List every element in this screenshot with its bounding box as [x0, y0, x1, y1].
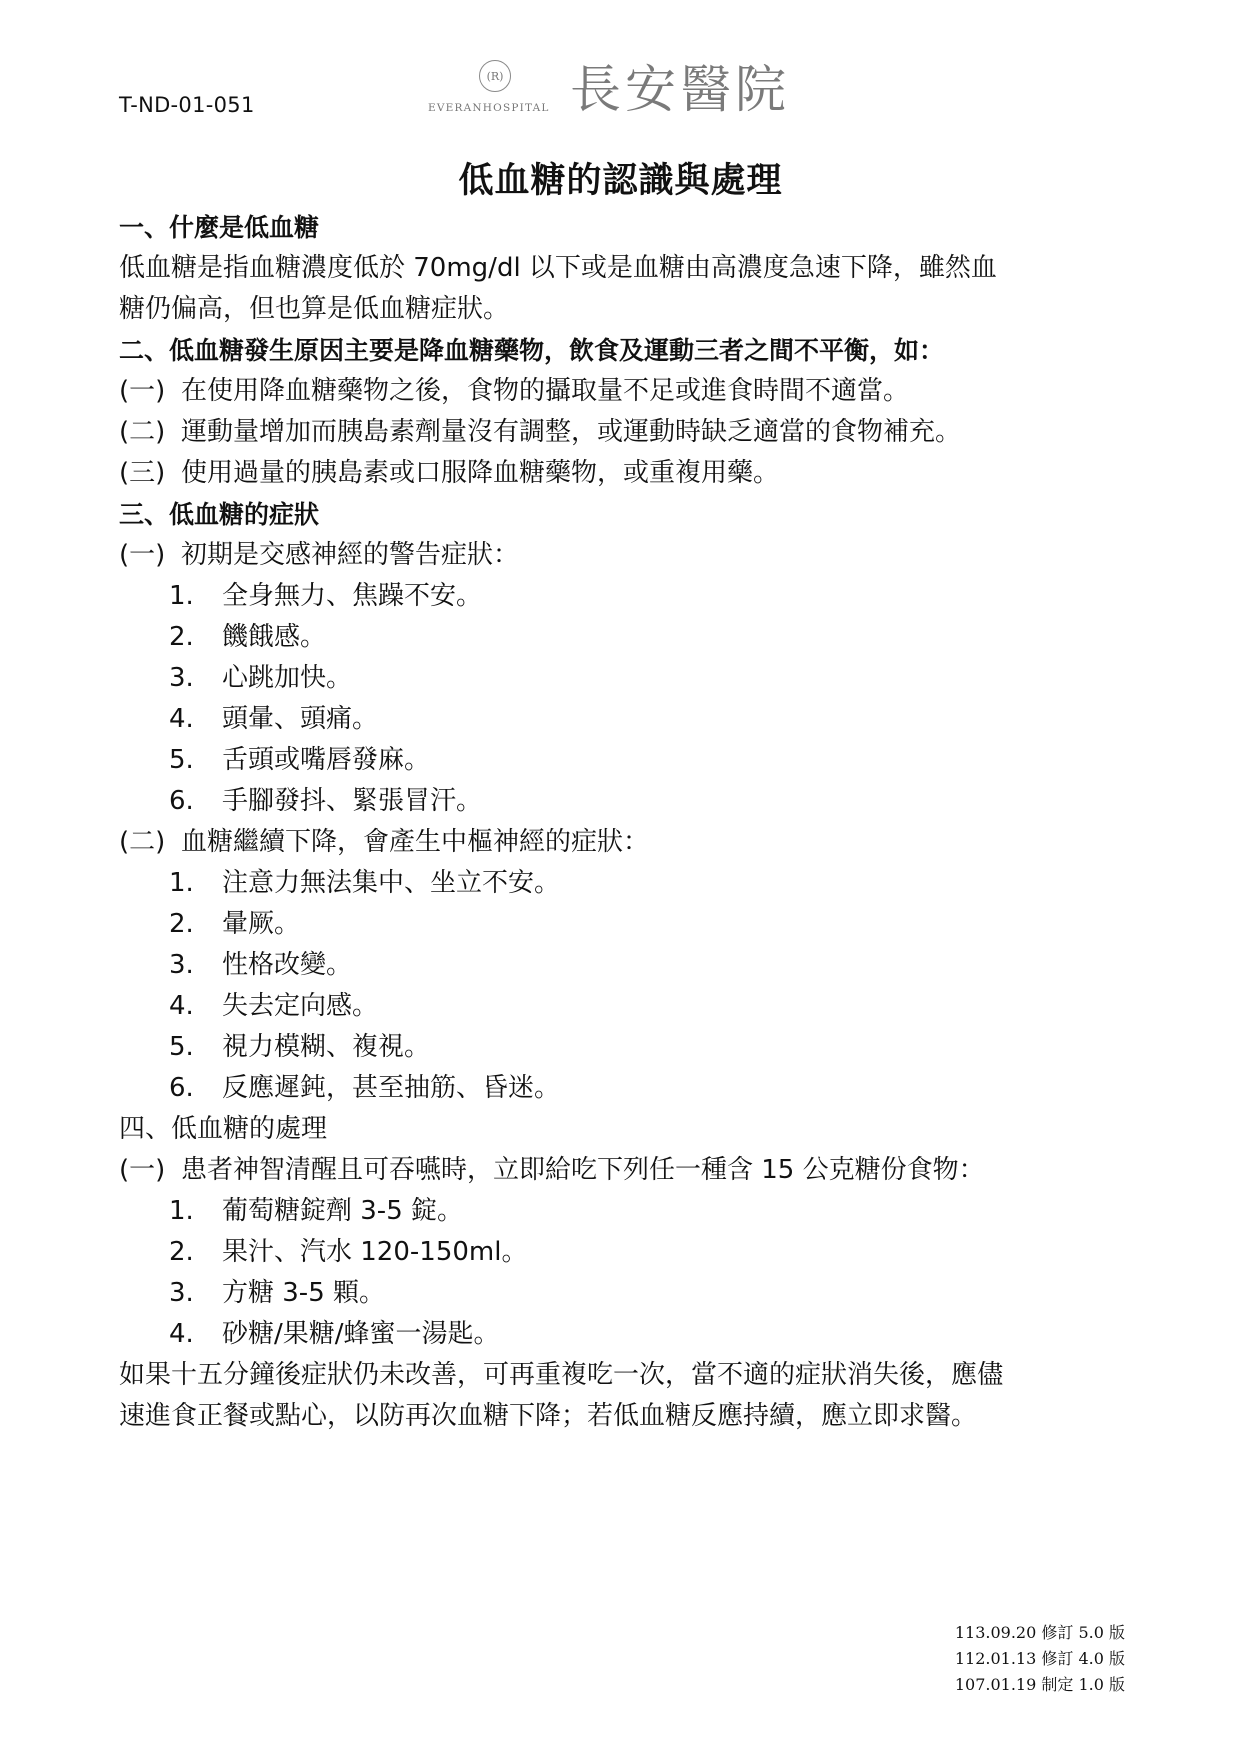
section-2-heading: 二、低血糖發生原因主要是降血糖藥物，飲食及運動三者之間不平衡，如：: [119, 336, 945, 365]
revision-line: 112.01.13 修訂 4.0 版: [954, 1649, 1125, 1668]
list-item: [119, 699, 1129, 740]
list-number: 1.: [169, 581, 194, 611]
list-item: [119, 1273, 1129, 1314]
closing-paragraph-line: 速進食正餐或點心，以防再次血糖下降；若低血糖反應持續，應立即求醫。: [119, 1401, 978, 1431]
list-text: 性格改變。: [222, 950, 353, 980]
list-text: 葡萄糖錠劑 3-5 錠。: [222, 1196, 463, 1226]
item-text: 患者神智清醒且可吞嚥時，立即給吃下列任一種含 15 公克糖份食物：: [181, 1155, 985, 1185]
item-text: 使用過量的胰島素或口服降血糖藥物，或重複用藥。: [181, 458, 780, 488]
item-marker: (二): [119, 827, 166, 857]
list-number: 2.: [169, 1237, 194, 1267]
logo-english-name: EVERANHOSPITAL: [428, 102, 550, 114]
list-number: 2.: [169, 622, 194, 652]
list-item: [119, 1191, 1129, 1232]
section-4-subheading: [119, 1150, 1129, 1191]
list-item: [119, 904, 1129, 945]
list-number: 5.: [169, 1032, 194, 1062]
list-text: 頭暈、頭痛。: [222, 704, 379, 734]
section-1-heading: 一、什麼是低血糖: [119, 213, 320, 242]
list-number: 4.: [169, 1319, 194, 1349]
revision-history: [900, 1620, 1125, 1698]
hospital-logo: [428, 52, 828, 130]
logo-emblem-icon: (R): [479, 60, 511, 92]
list-item: [119, 1068, 1129, 1109]
section-3-subheading: [119, 822, 1129, 863]
list-item: [119, 576, 1129, 617]
list-item: [119, 863, 1129, 904]
list-text: 砂糖/果糖/蜂蜜一湯匙。: [222, 1319, 500, 1349]
item-text: 血糖繼續下降，會產生中樞神經的症狀：: [181, 827, 650, 857]
list-text: 方糖 3-5 顆。: [222, 1278, 385, 1308]
section-2-item: [119, 453, 1129, 494]
list-text: 饑餓感。: [222, 622, 327, 652]
section-3-heading: 三、低血糖的症狀: [119, 500, 320, 529]
list-number: 1.: [169, 868, 194, 898]
item-text: 運動量增加而胰島素劑量沒有調整，或運動時缺乏適當的食物補充。: [181, 417, 962, 447]
list-text: 視力模糊、複視。: [222, 1032, 431, 1062]
list-number: 6.: [169, 1073, 194, 1103]
item-marker: (三): [119, 458, 166, 488]
list-item: [119, 1314, 1129, 1355]
section-3-subheading: [119, 535, 1129, 576]
section-1-body-line: 糖仍偏高，但也算是低血糖症狀。: [119, 294, 510, 324]
list-text: 手腳發抖、緊張冒汗。: [222, 786, 483, 816]
list-text: 舌頭或嘴唇發麻。: [222, 745, 431, 775]
list-number: 3.: [169, 950, 194, 980]
list-number: 1.: [169, 1196, 194, 1226]
list-text: 注意力無法集中、坐立不安。: [222, 868, 561, 898]
list-item: [119, 986, 1129, 1027]
list-item: [119, 1232, 1129, 1273]
list-item: [119, 740, 1129, 781]
list-text: 反應遲鈍，甚至抽筋、昏迷。: [222, 1073, 561, 1103]
document-body: [119, 207, 1129, 1437]
item-marker: (一): [119, 540, 166, 570]
section-4-heading: 四、低血糖的處理: [119, 1114, 328, 1144]
item-marker: (一): [119, 1155, 166, 1185]
revision-line: 113.09.20 修訂 5.0 版: [954, 1623, 1125, 1642]
list-item: [119, 617, 1129, 658]
list-text: 暈厥。: [222, 909, 301, 939]
list-number: 4.: [169, 991, 194, 1021]
list-number: 5.: [169, 745, 194, 775]
document-code: T-ND-01-051: [119, 93, 255, 117]
section-1-body-line: 低血糖是指血糖濃度低於 70mg/dl 以下或是血糖由高濃度急速下降，雖然血: [119, 253, 997, 283]
list-text: 全身無力、焦躁不安。: [222, 581, 483, 611]
item-marker: (二): [119, 417, 166, 447]
list-item: [119, 945, 1129, 986]
list-number: 3.: [169, 663, 194, 693]
section-2-item: [119, 412, 1129, 453]
list-number: 6.: [169, 786, 194, 816]
list-number: 2.: [169, 909, 194, 939]
list-item: [119, 658, 1129, 699]
item-text: 在使用降血糖藥物之後，食物的攝取量不足或進食時間不適當。: [181, 376, 910, 406]
item-text: 初期是交感神經的警告症狀：: [181, 540, 520, 570]
list-item: [119, 1027, 1129, 1068]
revision-line: 107.01.19 制定 1.0 版: [954, 1675, 1125, 1694]
list-number: 3.: [169, 1278, 194, 1308]
logo-chinese-name: 長安醫院: [570, 61, 791, 120]
list-number: 4.: [169, 704, 194, 734]
section-2-item: [119, 371, 1129, 412]
list-text: 心跳加快。: [222, 663, 353, 693]
list-text: 失去定向感。: [222, 991, 379, 1021]
list-item: [119, 781, 1129, 822]
list-text: 果汁、汽水 120-150ml。: [222, 1237, 528, 1267]
item-marker: (一): [119, 376, 166, 406]
page-title: 低血糖的認識與處理: [458, 161, 783, 201]
closing-paragraph-line: 如果十五分鐘後症狀仍未改善，可再重複吃一次，當不適的症狀消失後，應儘: [119, 1360, 1004, 1390]
